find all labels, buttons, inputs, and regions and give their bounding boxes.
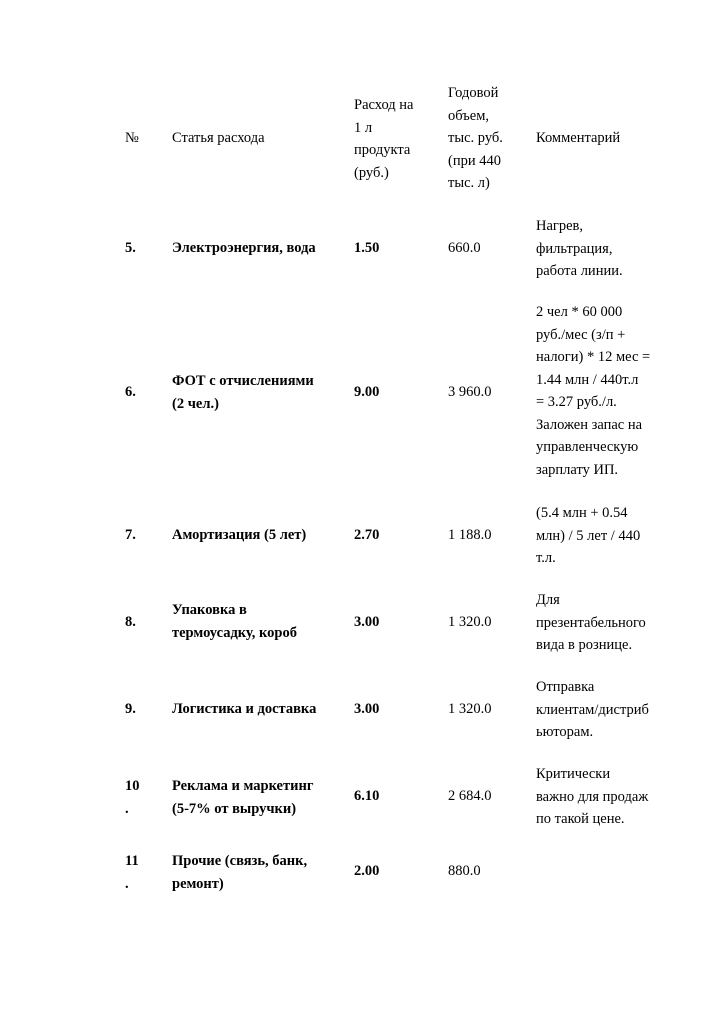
row-comment-line: 1.44 млн / 440т.л	[536, 371, 639, 388]
header-volume-line: тыс. руб.	[448, 130, 503, 146]
row-comment-line: Отправка	[536, 679, 595, 695]
row-comment-line: вида в рознице.	[536, 637, 633, 653]
row-number-line: 6.	[125, 384, 136, 400]
header-volume-line: тыс. л)	[448, 175, 490, 191]
row-item-line: Амортизация (5 лет)	[172, 527, 307, 543]
row-volume: 880.0	[448, 863, 481, 879]
row-item-line: Упаковка в	[172, 602, 247, 618]
row-volume: 2 684.0	[448, 788, 492, 804]
row-comment	[536, 215, 661, 283]
header-number: №	[125, 130, 139, 146]
row-comment	[536, 502, 661, 570]
row-cost: 3.00	[354, 614, 380, 630]
row-number	[125, 698, 155, 721]
header-volume-line: объем,	[448, 107, 490, 124]
row-comment-line: работа линии.	[536, 263, 623, 279]
row-comment-line: управленческую	[536, 439, 639, 455]
row-comment	[536, 301, 661, 481]
row-item	[172, 850, 332, 895]
row-comment-line: млн) / 5 лет / 440	[536, 527, 641, 544]
row-volume: 1 320.0	[448, 614, 492, 630]
row-cost: 9.00	[354, 384, 380, 400]
row-comment-line: фильтрация,	[536, 240, 613, 257]
row-item	[172, 370, 332, 415]
row-comment-line: важно для продаж	[536, 788, 649, 805]
header-comment: Комментарий	[536, 130, 621, 146]
row-item	[172, 599, 332, 644]
header-cost-line: (руб.)	[354, 164, 389, 181]
row-item-line: Электроэнергия, вода	[172, 240, 316, 256]
row-item-line: ремонт)	[172, 875, 224, 892]
row-comment-line: Заложен запас на	[536, 416, 643, 433]
header-volume-line: (при 440	[448, 152, 501, 169]
row-comment-line: т.л.	[536, 550, 556, 566]
row-item-line: Логистика и доставка	[172, 701, 317, 717]
row-number-line: 9.	[125, 701, 136, 717]
row-comment-line: (5.4 млн + 0.54	[536, 505, 628, 521]
header-item: Статья расхода	[172, 130, 265, 146]
row-item-line: Реклама и маркетинг	[172, 778, 314, 794]
row-item	[172, 775, 332, 820]
row-number-line: .	[125, 875, 129, 892]
row-number-line: 8.	[125, 614, 136, 630]
row-cost: 3.00	[354, 701, 380, 717]
row-comment-line: 2 чел * 60 000	[536, 304, 623, 320]
row-cost: 1.50	[354, 240, 380, 256]
row-number-line: 10	[125, 778, 140, 794]
row-item-line: термоусадку, короб	[172, 624, 297, 641]
row-comment-line: Нагрев,	[536, 218, 584, 234]
row-item-line: ФОТ с отчислениями	[172, 373, 314, 389]
row-volume: 660.0	[448, 240, 481, 256]
row-cost: 6.10	[354, 788, 380, 804]
row-number	[125, 611, 155, 634]
row-number	[125, 524, 155, 547]
row-item	[172, 237, 332, 260]
row-number-line: 5.	[125, 240, 136, 256]
row-comment-line: зарплату ИП.	[536, 461, 619, 478]
header-volume-line: Годовой	[448, 85, 499, 101]
row-number	[125, 381, 155, 404]
row-volume: 1 188.0	[448, 527, 492, 543]
row-comment-line: руб./мес (з/п +	[536, 326, 626, 343]
row-item-line: Прочие (связь, банк,	[172, 853, 308, 869]
row-number	[125, 850, 155, 895]
row-number-line: 11	[125, 853, 139, 869]
row-item-line: (5-7% от выручки)	[172, 800, 297, 817]
header-cost-line: 1 л	[354, 119, 373, 136]
row-comment	[536, 589, 661, 657]
row-number-line: .	[125, 800, 129, 817]
row-volume: 3 960.0	[448, 384, 492, 400]
row-comment-line: = 3.27 руб./л.	[536, 394, 617, 410]
row-number	[125, 237, 155, 260]
row-comment	[536, 676, 661, 744]
header-volume	[448, 82, 528, 195]
row-cost: 2.70	[354, 527, 380, 543]
row-item	[172, 698, 332, 721]
header-cost-line: Расход на	[354, 97, 414, 113]
header-cost	[354, 94, 434, 184]
row-comment-line: ьюторам.	[536, 724, 594, 740]
row-item-line: (2 чел.)	[172, 395, 219, 412]
row-comment-line: Критически	[536, 766, 611, 782]
row-volume: 1 320.0	[448, 701, 492, 717]
row-cost: 2.00	[354, 863, 380, 879]
row-comment-line: налоги) * 12 мес =	[536, 349, 651, 365]
row-number	[125, 775, 155, 820]
row-comment-line: презентабельного	[536, 614, 646, 631]
row-number-line: 7.	[125, 527, 136, 543]
row-item	[172, 524, 332, 547]
header-cost-line: продукта	[354, 142, 411, 158]
row-comment-line: клиентам/дистриб	[536, 701, 649, 718]
row-comment-line: Для	[536, 592, 560, 608]
row-comment	[536, 763, 661, 831]
row-comment-line: по такой цене.	[536, 811, 625, 827]
